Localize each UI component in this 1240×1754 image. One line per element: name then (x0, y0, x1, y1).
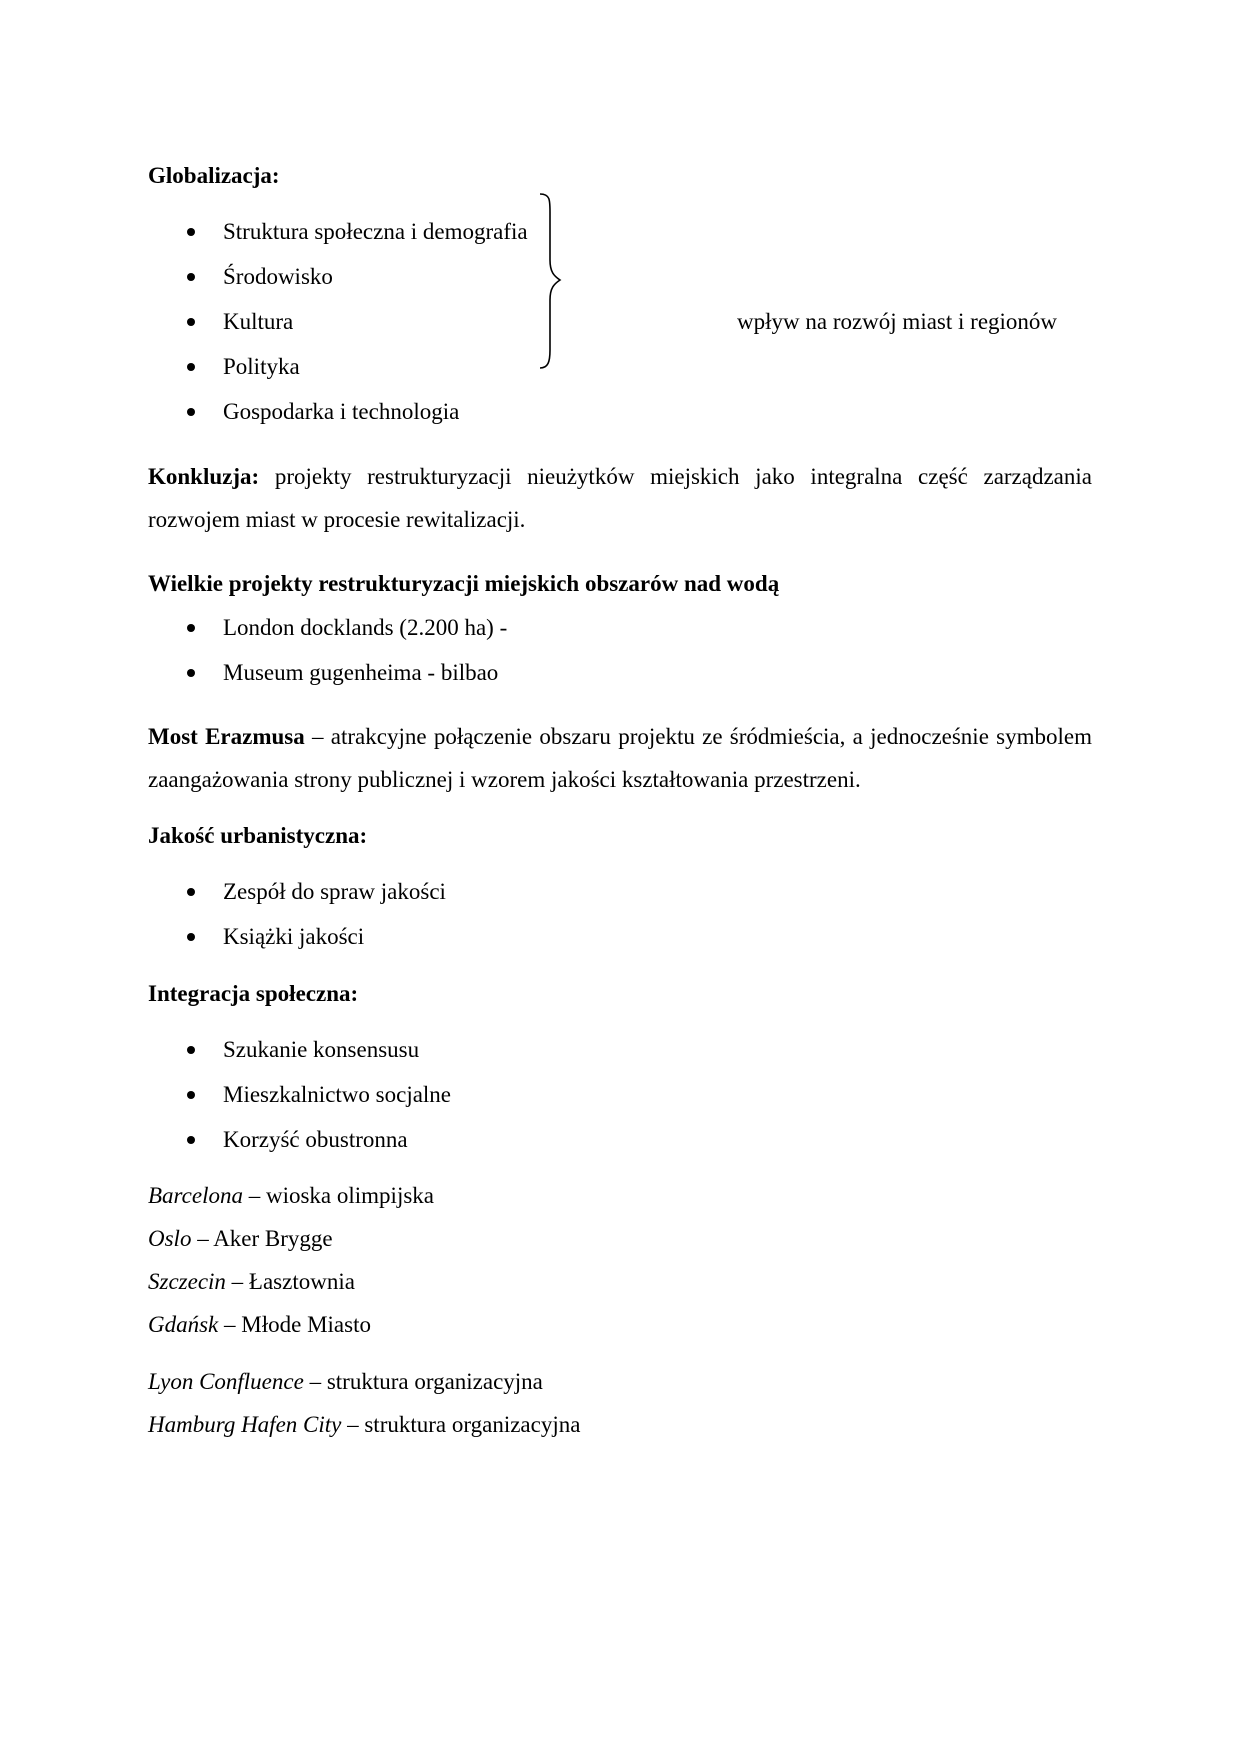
city-name: Oslo (148, 1226, 192, 1251)
conclusion-label: Konkluzja: (148, 464, 260, 489)
city-name: Lyon Confluence (148, 1369, 304, 1394)
separator: – (341, 1412, 365, 1437)
bullet-icon (187, 1046, 195, 1054)
list-item-text: Polityka (223, 354, 300, 379)
list-item-text: Książki jakości (223, 924, 365, 949)
bullet-icon (187, 273, 195, 281)
org-line-hamburg (148, 1411, 580, 1439)
erasmus-label: Most Erazmusa (148, 724, 305, 749)
urban-quality-heading: Jakość urbanistyczna: (148, 823, 368, 848)
curly-brace-icon (534, 192, 564, 372)
conclusion-text: projekty restrukturyzacji nieużytków miejskich jako integralna część zarządzania rozwojem miast w procesie rewitalizacji. (148, 464, 1092, 532)
org-desc: struktura organizacyjna (326, 1369, 543, 1394)
separator: – (242, 1183, 266, 1208)
bullet-icon (187, 1136, 195, 1144)
globalization-side-note: wpływ na rozwój miast i regionów (737, 309, 1058, 334)
list-item-text: Gospodarka i technologia (223, 399, 460, 424)
list-item-text: Kultura (223, 309, 294, 334)
city-desc: Aker Brygge (213, 1226, 333, 1251)
list-item-text: Struktura społeczna i demografia (223, 219, 528, 244)
separator: – (218, 1312, 242, 1337)
list-item-text: Museum gugenheima - bilbao (223, 660, 499, 685)
bullet-icon (187, 933, 195, 941)
city-name: Barcelona (148, 1183, 243, 1208)
bullet-icon (187, 363, 195, 371)
list-item-text: Zespół do spraw jakości (223, 879, 446, 904)
globalization-heading: Globalizacja: (148, 163, 280, 188)
list-item-text: Szukanie konsensusu (223, 1037, 420, 1062)
bullet-icon (187, 228, 195, 236)
city-desc: wioska olimpijska (265, 1183, 434, 1208)
city-line-szczecin (148, 1268, 355, 1296)
waterfront-heading: Wielkie projekty restrukturyzacji miejskich obszarów nad wodą (148, 571, 780, 596)
org-line-lyon (148, 1368, 543, 1396)
city-line-barcelona (148, 1182, 434, 1210)
bullet-icon (187, 408, 195, 416)
bullet-icon (187, 624, 195, 632)
org-desc: struktura organizacyjna (364, 1412, 581, 1437)
bullet-icon (187, 1091, 195, 1099)
erasmus-paragraph (148, 715, 1092, 801)
list-item-text: Korzyść obustronna (223, 1127, 408, 1152)
bullet-icon (187, 669, 195, 677)
city-name: Hamburg Hafen City (148, 1412, 342, 1437)
list-item-text: Mieszkalnictwo socjalne (223, 1082, 452, 1107)
bullet-icon (187, 318, 195, 326)
separator: – (225, 1269, 249, 1294)
bullet-icon (187, 888, 195, 896)
city-name: Gdańsk (148, 1312, 219, 1337)
conclusion-paragraph (148, 455, 1092, 541)
erasmus-text: – atrakcyjne połączenie obszaru projektu ze śródmieścia, a jednocześnie symbolem zaangażowania strony publicznej i wzorem jakości kształtowania przestrzeni. (148, 724, 1092, 792)
city-desc: Młode Miasto (241, 1312, 371, 1337)
separator: – (191, 1226, 214, 1251)
city-desc: Łasztownia (248, 1269, 355, 1294)
separator: – (303, 1369, 327, 1394)
social-integration-heading: Integracja społeczna: (148, 981, 359, 1006)
city-line-oslo (148, 1225, 333, 1253)
list-item-text: Środowisko (223, 264, 333, 289)
city-line-gdansk (148, 1311, 371, 1339)
list-item-text: London docklands (2.200 ha) - (223, 615, 508, 640)
city-name: Szczecin (148, 1269, 226, 1294)
